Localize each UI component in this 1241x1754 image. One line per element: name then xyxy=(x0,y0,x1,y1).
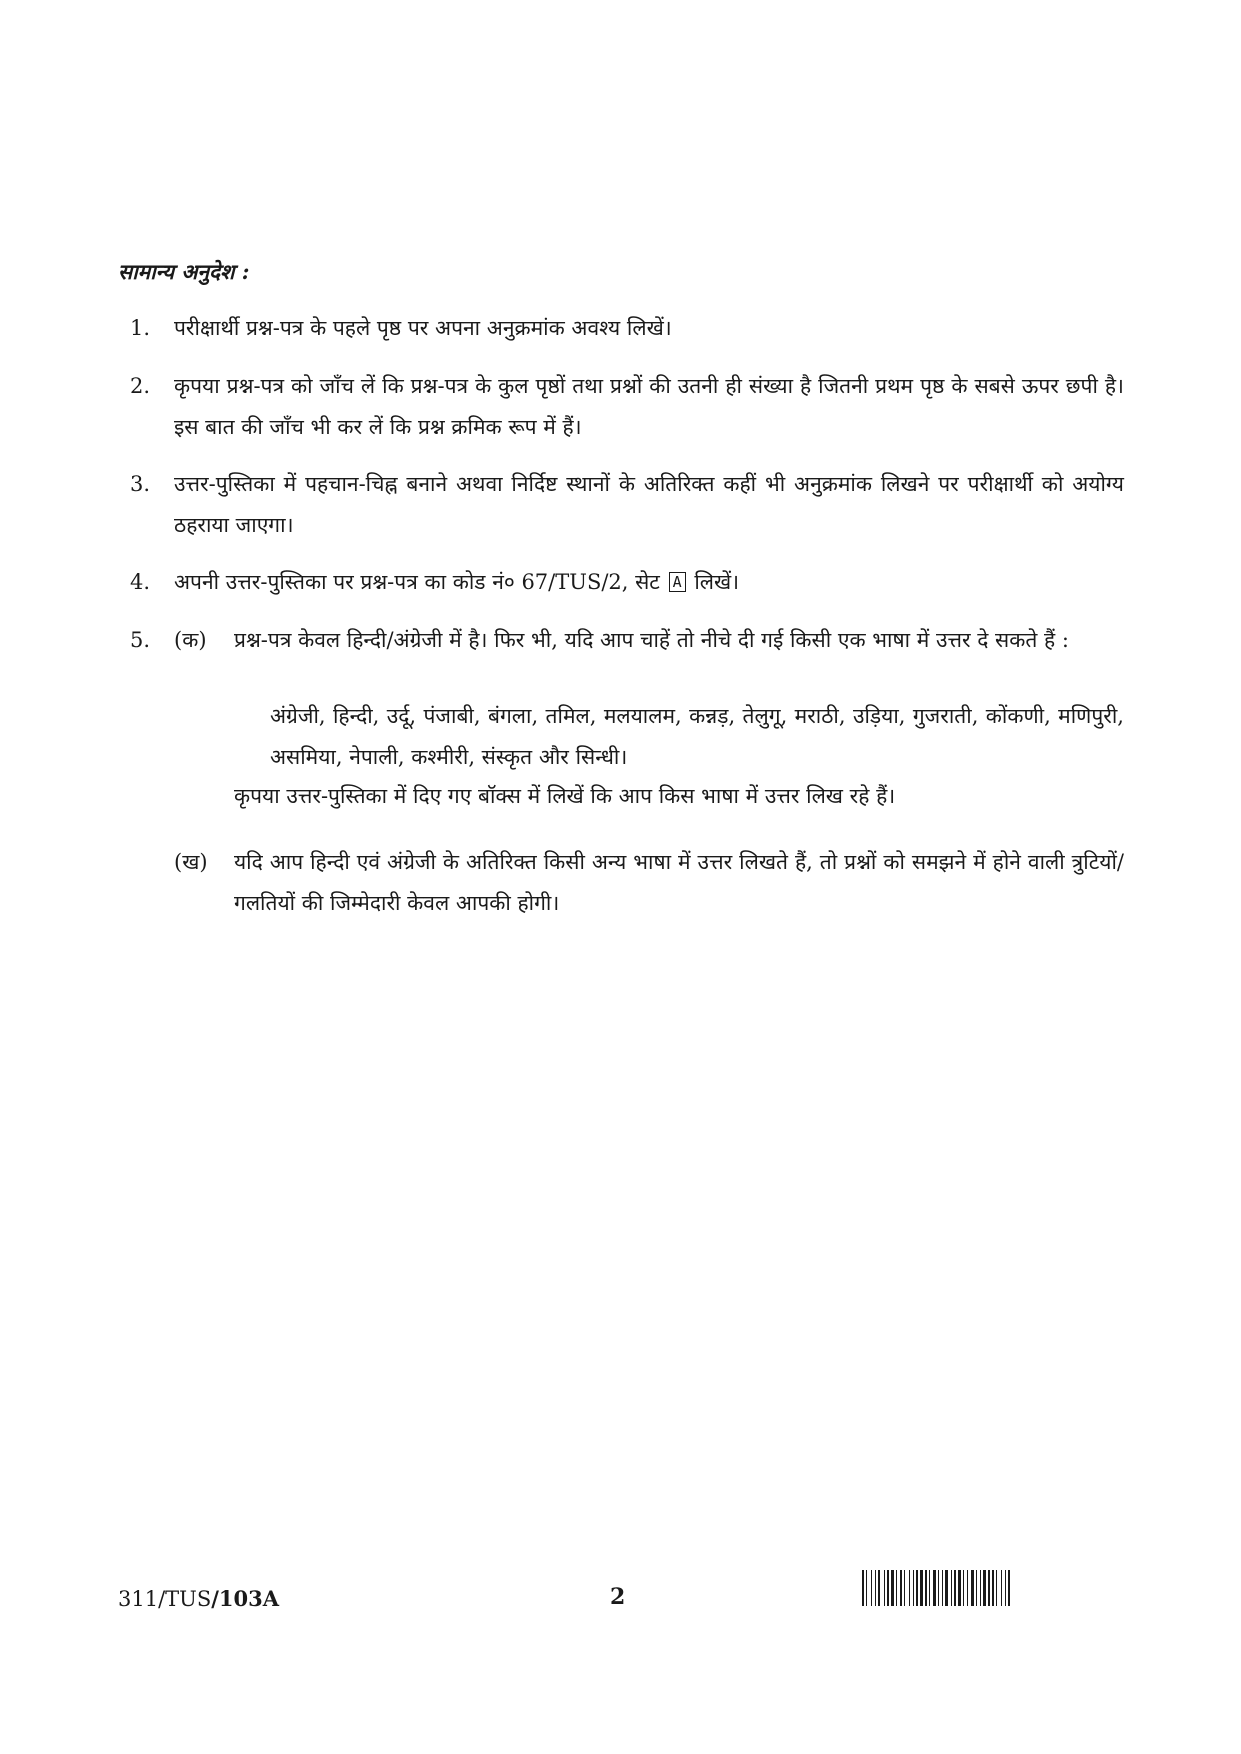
sub-item-label-kha: (ख) xyxy=(174,850,208,874)
paper-code-prefix: 311/TUS xyxy=(118,1587,212,1611)
instruction-number: 3. xyxy=(130,472,151,496)
sub-item-label-ka: (क) xyxy=(174,628,207,652)
instruction-number: 5. xyxy=(130,628,151,652)
instruction-text: कृपया प्रश्न-पत्र को जाँच लें कि प्रश्न-पत्र के कुल पृष्ठों तथा प्रश्नों की उतनी ही संख्या है जितनी प्रथम पृष्ठ के सबसे ऊपर छपी है। इस बात की जाँच भी कर लें कि प्रश्न क्रमिक रूप में हैं। xyxy=(174,374,1124,439)
code-text-end: लिखें। xyxy=(694,570,740,594)
barcode-icon xyxy=(862,1570,1124,1606)
instruction-number: 1. xyxy=(130,316,151,340)
language-list: अंग्रेजी, हिन्दी, उर्दू, पंजाबी, बंगला, तमिल, मलयालम, कन्नड़, तेलुगू, मराठी, उड़िया, गुजराती, कोंकणी, मणिपुरी, असमिया, नेपाली, कश्मीरी, संस्कृत और सिन्धी। xyxy=(270,704,1124,769)
instruction-text: उत्तर-पुस्तिका में पहचान-चिह्न बनाने अथवा निर्दिष्ट स्थानों के अतिरिक्त कहीं भी अनुक्रमांक लिखने पर परीक्षार्थी को अयोग्य ठहराया जाएगा। xyxy=(174,472,1124,537)
language-note-text: कृपया उत्तर-पुस्तिका में दिए गए बॉक्स में लिखें कि आप किस भाषा में उत्तर लिख रहे हैं। xyxy=(234,784,896,808)
page-number: 2 xyxy=(610,1584,626,1610)
paper-code xyxy=(118,1586,279,1611)
set-letter-box: A xyxy=(669,572,686,592)
sub-item-text-kha: यदि आप हिन्दी एवं अंग्रेजी के अतिरिक्त किसी अन्य भाषा में उत्तर लिखते हैं, तो प्रश्नों को समझने में होने वाली त्रुटियों/गलतियों की जिम्मेदारी केवल आपकी होगी। xyxy=(234,850,1124,915)
paper-code-suffix: /103A xyxy=(211,1586,280,1611)
instruction-number: 4. xyxy=(130,570,151,594)
instruction-number: 2. xyxy=(130,374,151,398)
code-text: अपनी उत्तर-पुस्तिका पर प्रश्न-पत्र का कोड नं० 67/TUS/2, सेट xyxy=(174,570,660,594)
sub-item-text-ka: प्रश्न-पत्र केवल हिन्दी/अंग्रेजी में है। फिर भी, यदि आप चाहें तो नीचे दी गई किसी एक भाषा में उत्तर दे सकते हैं : xyxy=(234,628,1069,652)
general-instructions-heading: सामान्य अनुदेश : xyxy=(118,259,250,284)
instruction-text: परीक्षार्थी प्रश्न-पत्र के पहले पृष्ठ पर अपना अनुक्रमांक अवश्य लिखें। xyxy=(174,316,672,340)
instruction-text xyxy=(174,562,1124,603)
